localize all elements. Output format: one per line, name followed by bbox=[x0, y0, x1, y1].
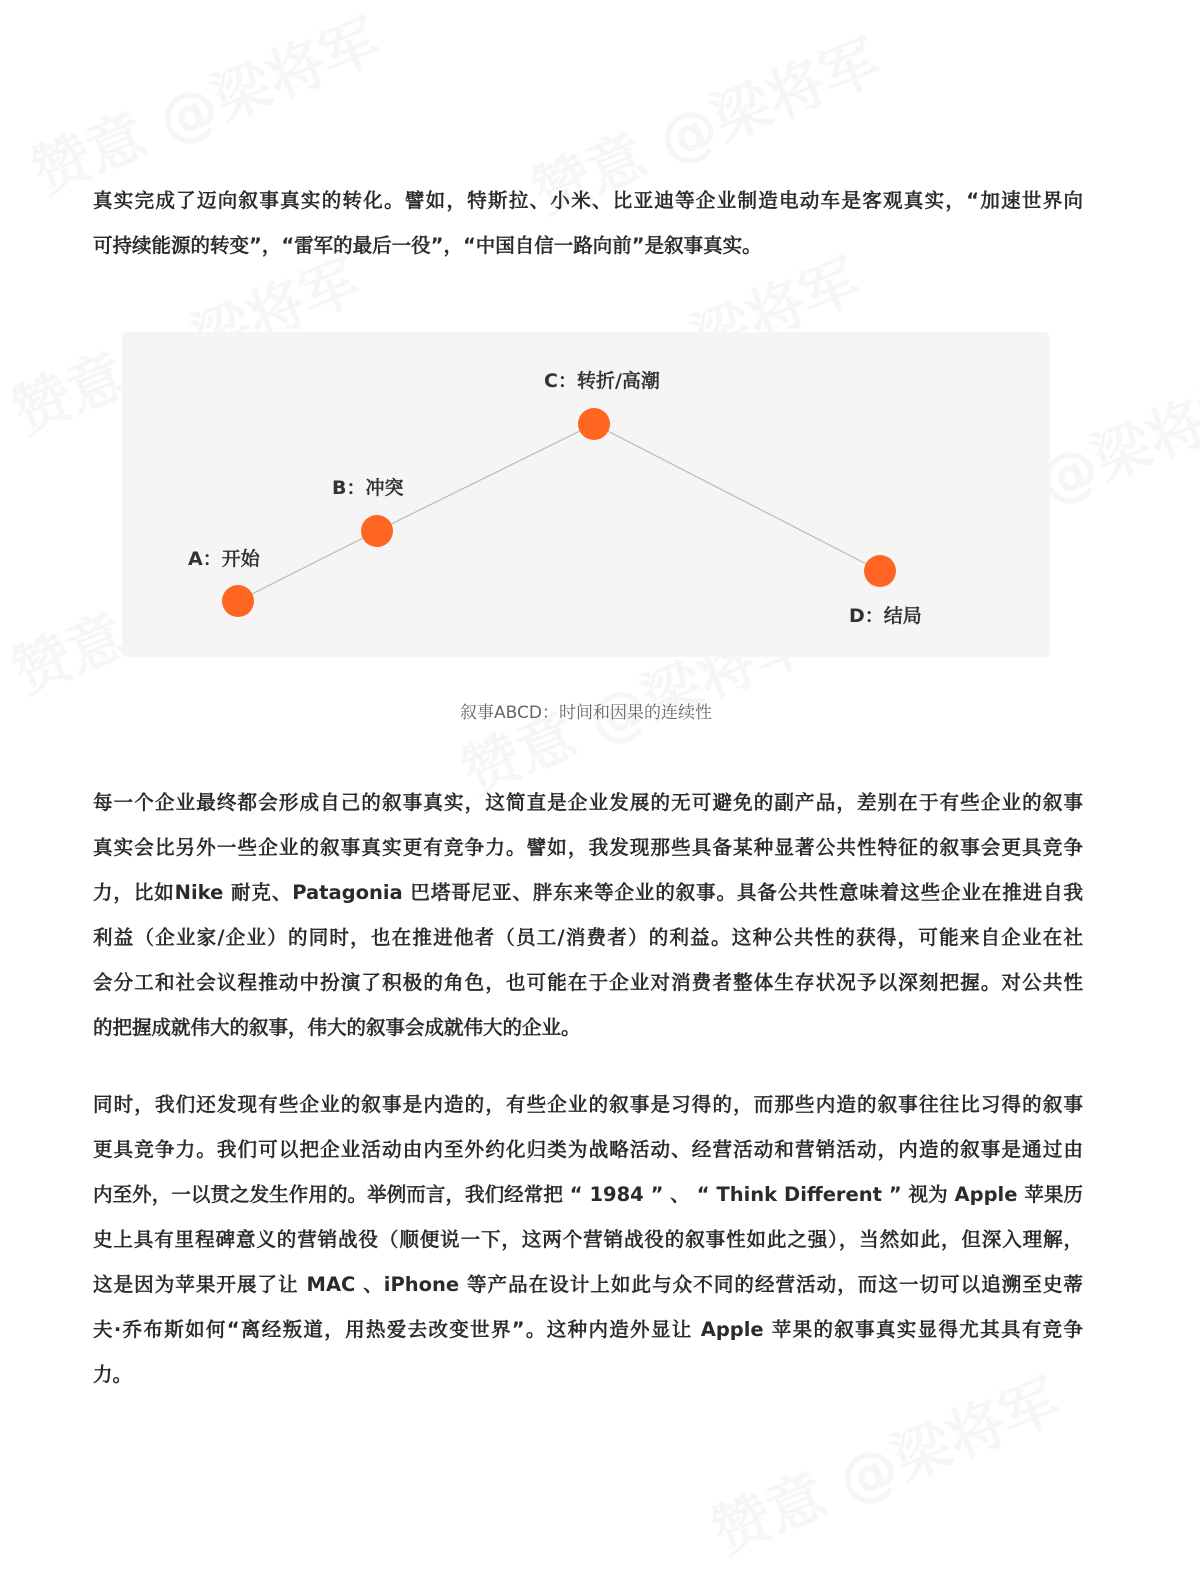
diagram-caption: 叙事ABCD：时间和因果的连续性 bbox=[460, 703, 712, 723]
text-line: 更具竞争力。我们可以把企业活动由内至外约化归类为战略活动、经营活动和营销活动，内造的叙事是通过由 bbox=[93, 1138, 1083, 1161]
text-line: 会分工和社会议程推动中扮演了积极的角色，也可能在于企业对消费者整体生存状况予以深刻把握。对公共性 bbox=[93, 971, 1083, 994]
text-line: 内至外，一以贯之发生作用的。举例而言，我们经常把 “ 1984 ” 、 “ Think Different ” 视为 Apple 苹果历 bbox=[93, 1183, 1083, 1206]
text-line: 夫·乔布斯如何“离经叛道，用热爱去改变世界”。这种内造外显让 Apple 苹果的叙事真实显得尤其具有竞争 bbox=[93, 1318, 1083, 1341]
text-line: 这是因为苹果开展了让 MAC 、iPhone 等产品在设计上如此与众不同的经营活动，而这一切可以追溯至史蒂 bbox=[93, 1273, 1083, 1296]
paragraph-1 bbox=[93, 178, 1083, 268]
label-d: D：结局 bbox=[849, 605, 922, 627]
label-a: A：开始 bbox=[188, 548, 260, 570]
narrative-abcd-diagram bbox=[122, 332, 1050, 657]
connector-b-c bbox=[377, 424, 594, 531]
text-line: 利益（企业家/企业）的同时，也在推进他者（员工/消费者）的利益。这种公共性的获得，可能来自企业在社 bbox=[93, 926, 1083, 949]
text-line: 真实完成了迈向叙事真实的转化。譬如，特斯拉、小米、比亚迪等企业制造电动车是客观真实，“加速世界向 bbox=[93, 189, 1083, 212]
text-line: 力。 bbox=[93, 1363, 133, 1386]
point-d bbox=[864, 555, 896, 587]
point-c bbox=[578, 408, 610, 440]
paragraph-3 bbox=[93, 1082, 1083, 1397]
label-c: C：转折/高潮 bbox=[544, 370, 660, 392]
point-a bbox=[222, 585, 254, 617]
label-b: B：冲突 bbox=[332, 477, 404, 499]
text-line: 可持续能源的转变”，“雷军的最后一役”，“中国自信一路向前”是叙事真实。 bbox=[93, 234, 762, 257]
text-line: 力，比如Nike 耐克、Patagonia 巴塔哥尼亚、胖东来等企业的叙事。具备公共性意味着这些企业在推进自我 bbox=[93, 881, 1083, 904]
text-line: 真实会比另外一些企业的叙事真实更有竞争力。譬如，我发现那些具备某种显著公共性特征的叙事会更具竞争 bbox=[93, 836, 1083, 859]
text-line: 每一个企业最终都会形成自己的叙事真实，这简直是企业发展的无可避免的副产品，差别在于有些企业的叙事 bbox=[93, 791, 1083, 814]
text-line: 的把握成就伟大的叙事，伟大的叙事会成就伟大的企业。 bbox=[93, 1016, 581, 1039]
paragraph-2 bbox=[93, 780, 1083, 1050]
point-b bbox=[361, 515, 393, 547]
connector-c-d bbox=[594, 424, 880, 571]
text-line: 同时，我们还发现有些企业的叙事是内造的，有些企业的叙事是习得的，而那些内造的叙事往往比习得的叙事 bbox=[93, 1093, 1083, 1116]
text-line: 史上具有里程碑意义的营销战役（顺便说一下，这两个营销战役的叙事性如此之强），当然如此，但深入理解， bbox=[93, 1228, 1083, 1251]
